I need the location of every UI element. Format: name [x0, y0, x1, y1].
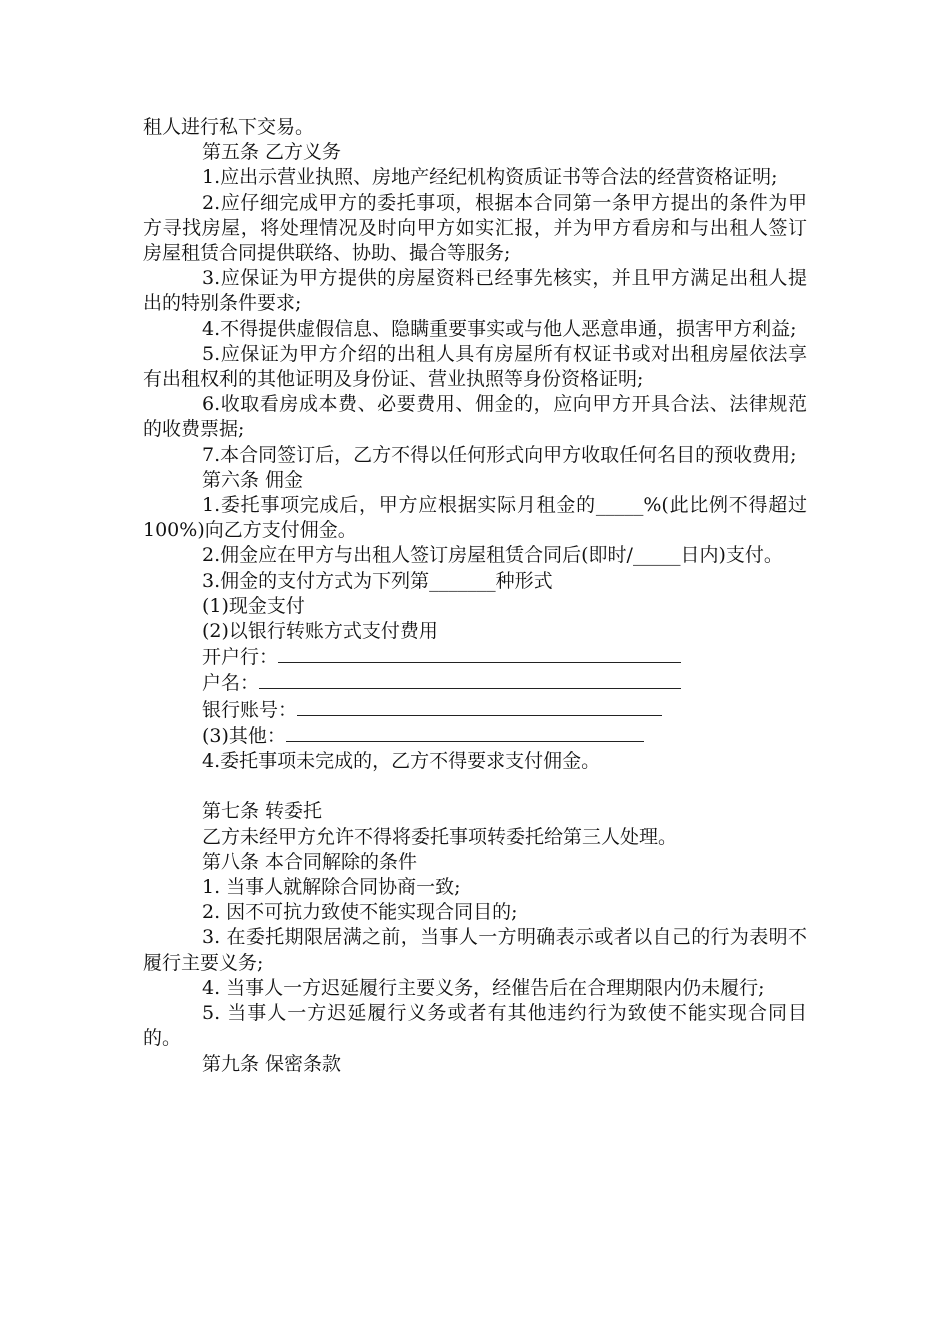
payment-option: (2)以银行转账方式支付费用 — [202, 620, 438, 643]
clause: 1.应出示营业执照、房地产经纪机构资质证书等合法的经营资格证明; — [202, 166, 778, 189]
bank-name-label: 开户行： — [202, 646, 279, 669]
clause: 4.委托事项未完成的，乙方不得要求支付佣金。 — [202, 750, 601, 773]
paragraph: 租人进行私下交易。 — [143, 116, 315, 138]
bank-name-blank[interactable] — [278, 644, 681, 663]
clause: 5. 当事人一方迟延履行义务或者有其他违约行为致使不能实现合同目的。 — [143, 1002, 807, 1050]
payment-option: (1)现金支付 — [202, 594, 305, 617]
section-heading: 第八条 本合同解除的条件 — [202, 850, 418, 873]
clause: 4.不得提供虚假信息、隐瞒重要事实或与他人恶意串通，损害甲方利益; — [202, 317, 797, 340]
clause: 3.佣金的支付方式为下列第_______种形式 — [202, 569, 553, 592]
clause: 1.委托事项完成后，甲方应根据实际月租金的_____%(此比例不得超过100%)向乙方支付佣金。 — [143, 494, 807, 542]
clause: 2.佣金应在甲方与出租人签订房屋租赁合同后(即时/_____日内)支付。 — [202, 544, 783, 567]
account-name-row — [143, 670, 807, 696]
clause: 3. 在委托期限居满之前，当事人一方明确表示或者以自己的行为表明不履行主要义务; — [143, 926, 807, 974]
clause: 乙方未经甲方允许不得将委托事项转委托给第三人处理。 — [202, 825, 678, 848]
other-method-label: (3)其他： — [202, 724, 286, 747]
account-name-label: 户名： — [202, 672, 260, 695]
clause: 7.本合同签订后，乙方不得以任何形式向甲方收取任何名目的预收费用; — [202, 443, 797, 466]
bank-name-row — [143, 644, 807, 670]
other-method-blank[interactable] — [286, 723, 644, 742]
clause: 2. 因不可抗力致使不能实现合同目的; — [202, 901, 518, 924]
clause: 3.应保证为甲方提供的房屋资料已经事先核实，并且甲方满足出租人提出的特别条件要求; — [143, 267, 807, 315]
spacer — [143, 774, 807, 799]
clause: 6.收取看房成本费、必要费用、佣金的，应向甲方开具合法、法律规范的收费票据; — [143, 393, 807, 441]
account-number-blank[interactable] — [297, 697, 662, 716]
section-heading: 第六条 佣金 — [202, 468, 304, 491]
account-name-blank[interactable] — [259, 670, 681, 689]
account-number-label: 银行账号： — [202, 698, 298, 721]
contract-page — [143, 115, 807, 1077]
clause: 4. 当事人一方迟延履行主要义务，经催告后在合理期限内仍未履行; — [202, 976, 765, 999]
other-method-row — [143, 723, 807, 749]
clause: 1. 当事人就解除合同协商一致; — [202, 876, 461, 899]
section-heading: 第七条 转委托 — [202, 800, 323, 823]
section-heading: 第五条 乙方义务 — [202, 141, 342, 164]
clause: 2.应仔细完成甲方的委托事项，根据本合同第一条甲方提出的条件为甲方寻找房屋，将处理情况及时向甲方如实汇报，并为甲方看房和与出租人签订房屋租赁合同提供联络、协助、撮合等服务; — [143, 191, 807, 265]
clause: 5.应保证为甲方介绍的出租人具有房屋所有权证书或对出租房屋依法享有出租权利的其他证明及身份证、营业执照等身份资格证明; — [143, 342, 807, 391]
section-heading: 第九条 保密条款 — [202, 1052, 342, 1075]
account-number-row — [143, 697, 807, 723]
